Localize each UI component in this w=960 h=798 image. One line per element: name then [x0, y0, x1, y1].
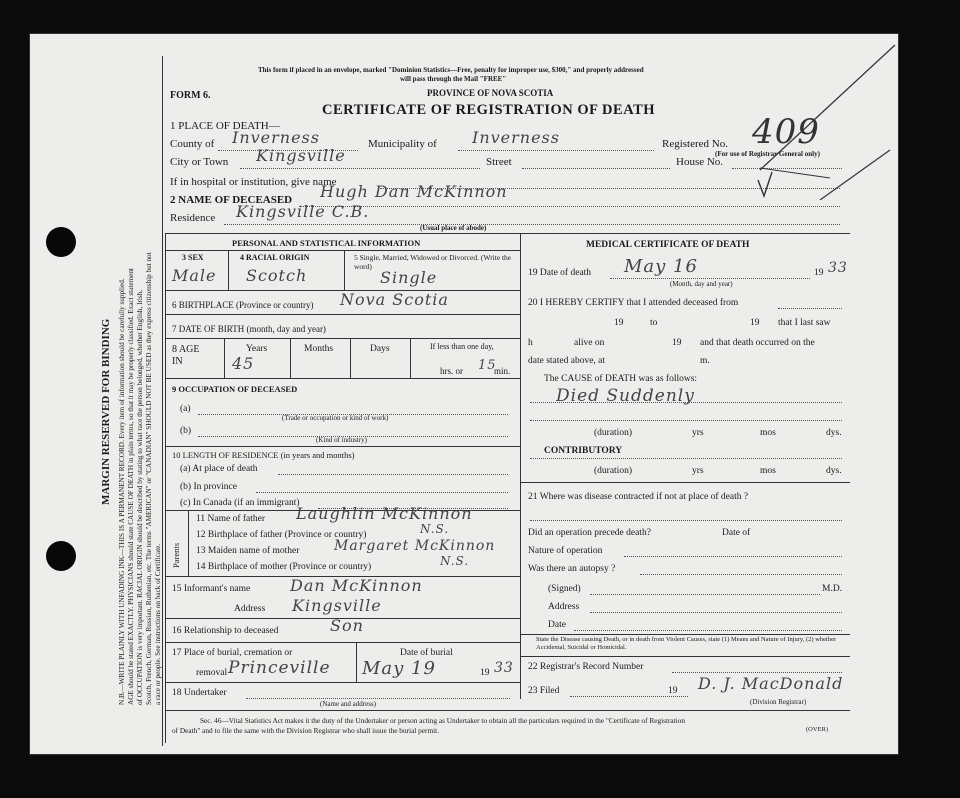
res-c-label: (c) In Canada (if an immigrant): [180, 498, 300, 508]
mother-birthplace-label: 14 Birthplace of mother (Province or country): [196, 562, 372, 572]
racial-label: 4 RACIAL ORIGIN: [240, 253, 310, 262]
place-of-death-section: 1 PLACE OF DEATH—: [170, 120, 280, 132]
street-label: Street: [486, 156, 512, 168]
removal-label: removal: [196, 668, 228, 678]
physician-address-label: Address: [548, 602, 580, 612]
residence-label: Residence: [170, 212, 216, 224]
mother-birthplace-value: N.S.: [440, 554, 470, 568]
relationship-label: 16 Relationship to deceased: [172, 626, 279, 636]
last-saw-label: that I last saw: [778, 318, 831, 328]
m-label: m.: [700, 356, 710, 366]
autopsy-label: Was there an autopsy ?: [528, 564, 616, 574]
registrar-record-label: 22 Registrar's Record Number: [528, 662, 644, 672]
residence-value: Kingsville C.B.: [236, 202, 370, 221]
disease-contracted-label: 21 Where was disease contracted if not at place of death ?: [528, 492, 749, 502]
death-year-value: 33: [828, 260, 848, 276]
racial-value: Scotch: [246, 266, 308, 285]
residence-length-label: 10 LENGTH OF RESIDENCE (in years and months): [172, 450, 355, 460]
marital-value: Single: [380, 268, 438, 287]
certify-label: 20 I HEREBY CERTIFY that I attended deceased from: [528, 298, 739, 308]
contrib-mos-label: mos: [760, 466, 776, 476]
operation-date-label: Date of: [722, 528, 751, 538]
father-value: Laughlin McKinnon: [296, 504, 473, 523]
filed-year-prefix: 19: [668, 686, 678, 696]
filed-label: 23 Filed: [528, 686, 560, 696]
certificate-title: CERTIFICATE OF REGISTRATION OF DEATH: [322, 102, 656, 118]
days-label: Days: [370, 344, 390, 354]
occ-b-note: (Kind of industry): [316, 436, 367, 444]
margin-border: [162, 56, 163, 746]
cause-yrs-label: yrs: [692, 428, 704, 438]
envelope-notice-2: will pass through the Mail "FREE": [400, 75, 507, 83]
county-value: Inverness: [232, 128, 320, 147]
min-value: 15: [478, 358, 497, 373]
burial-date-value: May 19: [362, 658, 436, 679]
attend-to: to: [650, 318, 658, 328]
envelope-notice: This form if placed in an envelope, marked "Dominion Statistics—Free, penalty for improper use, $300," and properly addressed: [258, 66, 644, 74]
footer-note-2: of Death" and to file the same with the Division Registrar who shall issue the burial permit.: [172, 726, 440, 735]
county-label: County of: [170, 138, 215, 150]
date-of-death-note: (Month, day and year): [670, 280, 733, 288]
burial-date-label: Date of burial: [400, 648, 453, 658]
contrib-duration-label: (duration): [594, 466, 632, 476]
burial-label: 17 Place of burial, cremation or: [172, 648, 293, 658]
city-value: Kingsville: [256, 146, 346, 165]
contrib-dys-label: dys.: [826, 466, 842, 476]
province-heading: PROVINCE OF NOVA SCOTIA: [427, 88, 554, 98]
contrib-yrs-label: yrs: [692, 466, 704, 476]
mother-label: 13 Maiden name of mother: [196, 546, 300, 556]
months-label: Months: [304, 344, 334, 354]
md-label: M.D.: [822, 584, 843, 594]
birthplace-label: 6 BIRTHPLACE (Province or country): [172, 300, 314, 310]
violent-causes-note: State the Disease causing Death, or in death from Violent Causes, state (1) Means and Nature of Injury, (2) whether Accidental, Suicidal or Homicidal.: [536, 636, 837, 651]
municipality-label: Municipality of: [368, 138, 437, 150]
informant-address-label: Address: [234, 604, 266, 614]
burial-year-value: 33: [494, 660, 514, 676]
registered-note: (For use of Registrar General only): [715, 150, 820, 158]
res-a-label: (a) At place of death: [180, 464, 258, 474]
cause-dys-label: dys.: [826, 428, 842, 438]
father-label: 11 Name of father: [196, 514, 266, 524]
personal-heading: PERSONAL AND STATISTICAL INFORMATION: [232, 238, 421, 248]
footer-note: Sec. 46—Vital Statistics Act makes it the duty of the Undertaker or person acting as Undertaker to obtain all the particulars required in the "Certificate of Registration: [200, 716, 686, 725]
physician-date-label: Date: [548, 620, 566, 630]
margin-note-line-2: AGE should be stated EXACTLY. PHYSICIANS should state CAUSE OF DEATH in plain terms, so that it may be properly classified. Exact statement: [127, 268, 135, 705]
hrs-label: hrs. or: [440, 366, 463, 376]
father-birthplace-label: 12 Birthplace of father (Province or country): [196, 530, 367, 540]
parents-label: Parents: [171, 542, 181, 568]
margin-note-line-1: N.B.—WRITE PLAINLY WITH UNFADING INK—THIS IS A PERMANENT RECORD. Every item of information should be carefully supplied.: [118, 278, 126, 705]
res-b-label: (b) In province: [180, 482, 237, 492]
form-number: FORM 6.: [170, 90, 211, 101]
footer-over: (OVER): [806, 726, 829, 733]
nature-operation-label: Nature of operation: [528, 546, 603, 556]
h-label: h: [528, 338, 533, 348]
occ-a-label: (a): [180, 404, 191, 414]
cause-mos-label: mos: [760, 428, 776, 438]
occ-a-note: (Trade or occupation or kind of work): [282, 414, 389, 422]
registrar-signature: D. J. MacDonald: [698, 674, 844, 693]
years-value: 45: [232, 354, 255, 373]
registrar-note: (Division Registrar): [750, 698, 807, 706]
burial-place-value: Princeville: [228, 658, 331, 678]
margin-note-line-4: Scotch, French, German, Russian, Ruthenian, etc. The terms "AMERICAN" or "CANADIAN" SHOULD NOT BE USED as they express citizenship but not: [145, 252, 153, 705]
date-of-death-value: May 16: [624, 256, 698, 277]
cause-duration-label: (duration): [594, 428, 632, 438]
cause-label: The CAUSE of DEATH was as follows:: [544, 374, 698, 384]
medical-heading: MEDICAL CERTIFICATE OF DEATH: [586, 240, 750, 250]
house-label: House No.: [676, 156, 724, 168]
dob-label: 7 DATE OF BIRTH (month, day and year): [172, 324, 326, 334]
operation-label: Did an operation precede death?: [528, 528, 651, 538]
less-than-day-label: If less than one day,: [430, 342, 494, 351]
contributory-label: CONTRIBUTORY: [544, 446, 623, 456]
informant-value: Dan McKinnon: [290, 576, 423, 595]
attend-year-to: 19: [750, 318, 760, 328]
burial-year-prefix: 19: [480, 668, 490, 678]
informant-address-value: Kingsville: [292, 596, 382, 615]
father-birthplace-value: N.S.: [420, 522, 450, 536]
registered-label: Registered No.: [662, 138, 728, 150]
margin-note-line-5: a race or people. See instructions on back of Certificate.: [154, 543, 162, 705]
sex-label: 3 SEX: [182, 253, 204, 262]
death-occurred-label: and that death occurred on the: [700, 338, 815, 348]
alive-on-label: alive on: [574, 338, 605, 348]
date-of-death-label: 19 Date of death: [528, 268, 592, 278]
undertaker-label: 18 Undertaker: [172, 688, 227, 698]
undertaker-note: (Name and address): [320, 700, 376, 708]
death-year-prefix: 19: [814, 268, 824, 278]
years-label: Years: [246, 344, 268, 354]
occ-b-label: (b): [180, 426, 192, 436]
binder-hole-top: [46, 227, 76, 257]
occupation-label: 9 OCCUPATION OF DECEASED: [172, 384, 298, 394]
age-label: 8 AGE IN: [172, 344, 200, 367]
min-label: min.: [494, 366, 511, 376]
deceased-name-value: Hugh Dan McKinnon: [320, 182, 508, 201]
alive-year: 19: [672, 338, 682, 348]
sex-value: Male: [172, 266, 217, 285]
margin-note-line-3: of OCCUPATION is very important. RACIAL ORIGIN should be described by stating to what race the person belonged, whether English, Irish,: [136, 289, 144, 705]
registration-check-marks: [720, 40, 900, 200]
city-label: City or Town: [170, 156, 229, 168]
birthplace-value: Nova Scotia: [340, 290, 449, 309]
mother-value: Margaret McKinnon: [334, 538, 496, 554]
informant-label: 15 Informant's name: [172, 584, 251, 594]
binder-hole-bottom: [46, 541, 76, 571]
deceased-name-label: 2 NAME OF DECEASED: [170, 194, 293, 206]
hospital-label: If in hospital or institution, give name: [170, 176, 337, 188]
relationship-value: Son: [330, 616, 364, 635]
signed-label: (Signed): [548, 584, 581, 594]
attend-year-from: 19: [614, 318, 624, 328]
residence-note: (Usual place of abode): [420, 224, 487, 232]
marital-label: 5 Single, Married, Widowed or Divorced. (Write the word): [354, 253, 512, 271]
cause-value: Died Suddenly: [556, 386, 695, 406]
municipality-value: Inverness: [472, 128, 560, 147]
registered-value: 409: [752, 112, 820, 152]
margin-reserved-label: MARGIN RESERVED FOR BINDING: [100, 318, 112, 505]
date-stated-label: date stated above, at: [528, 356, 606, 366]
